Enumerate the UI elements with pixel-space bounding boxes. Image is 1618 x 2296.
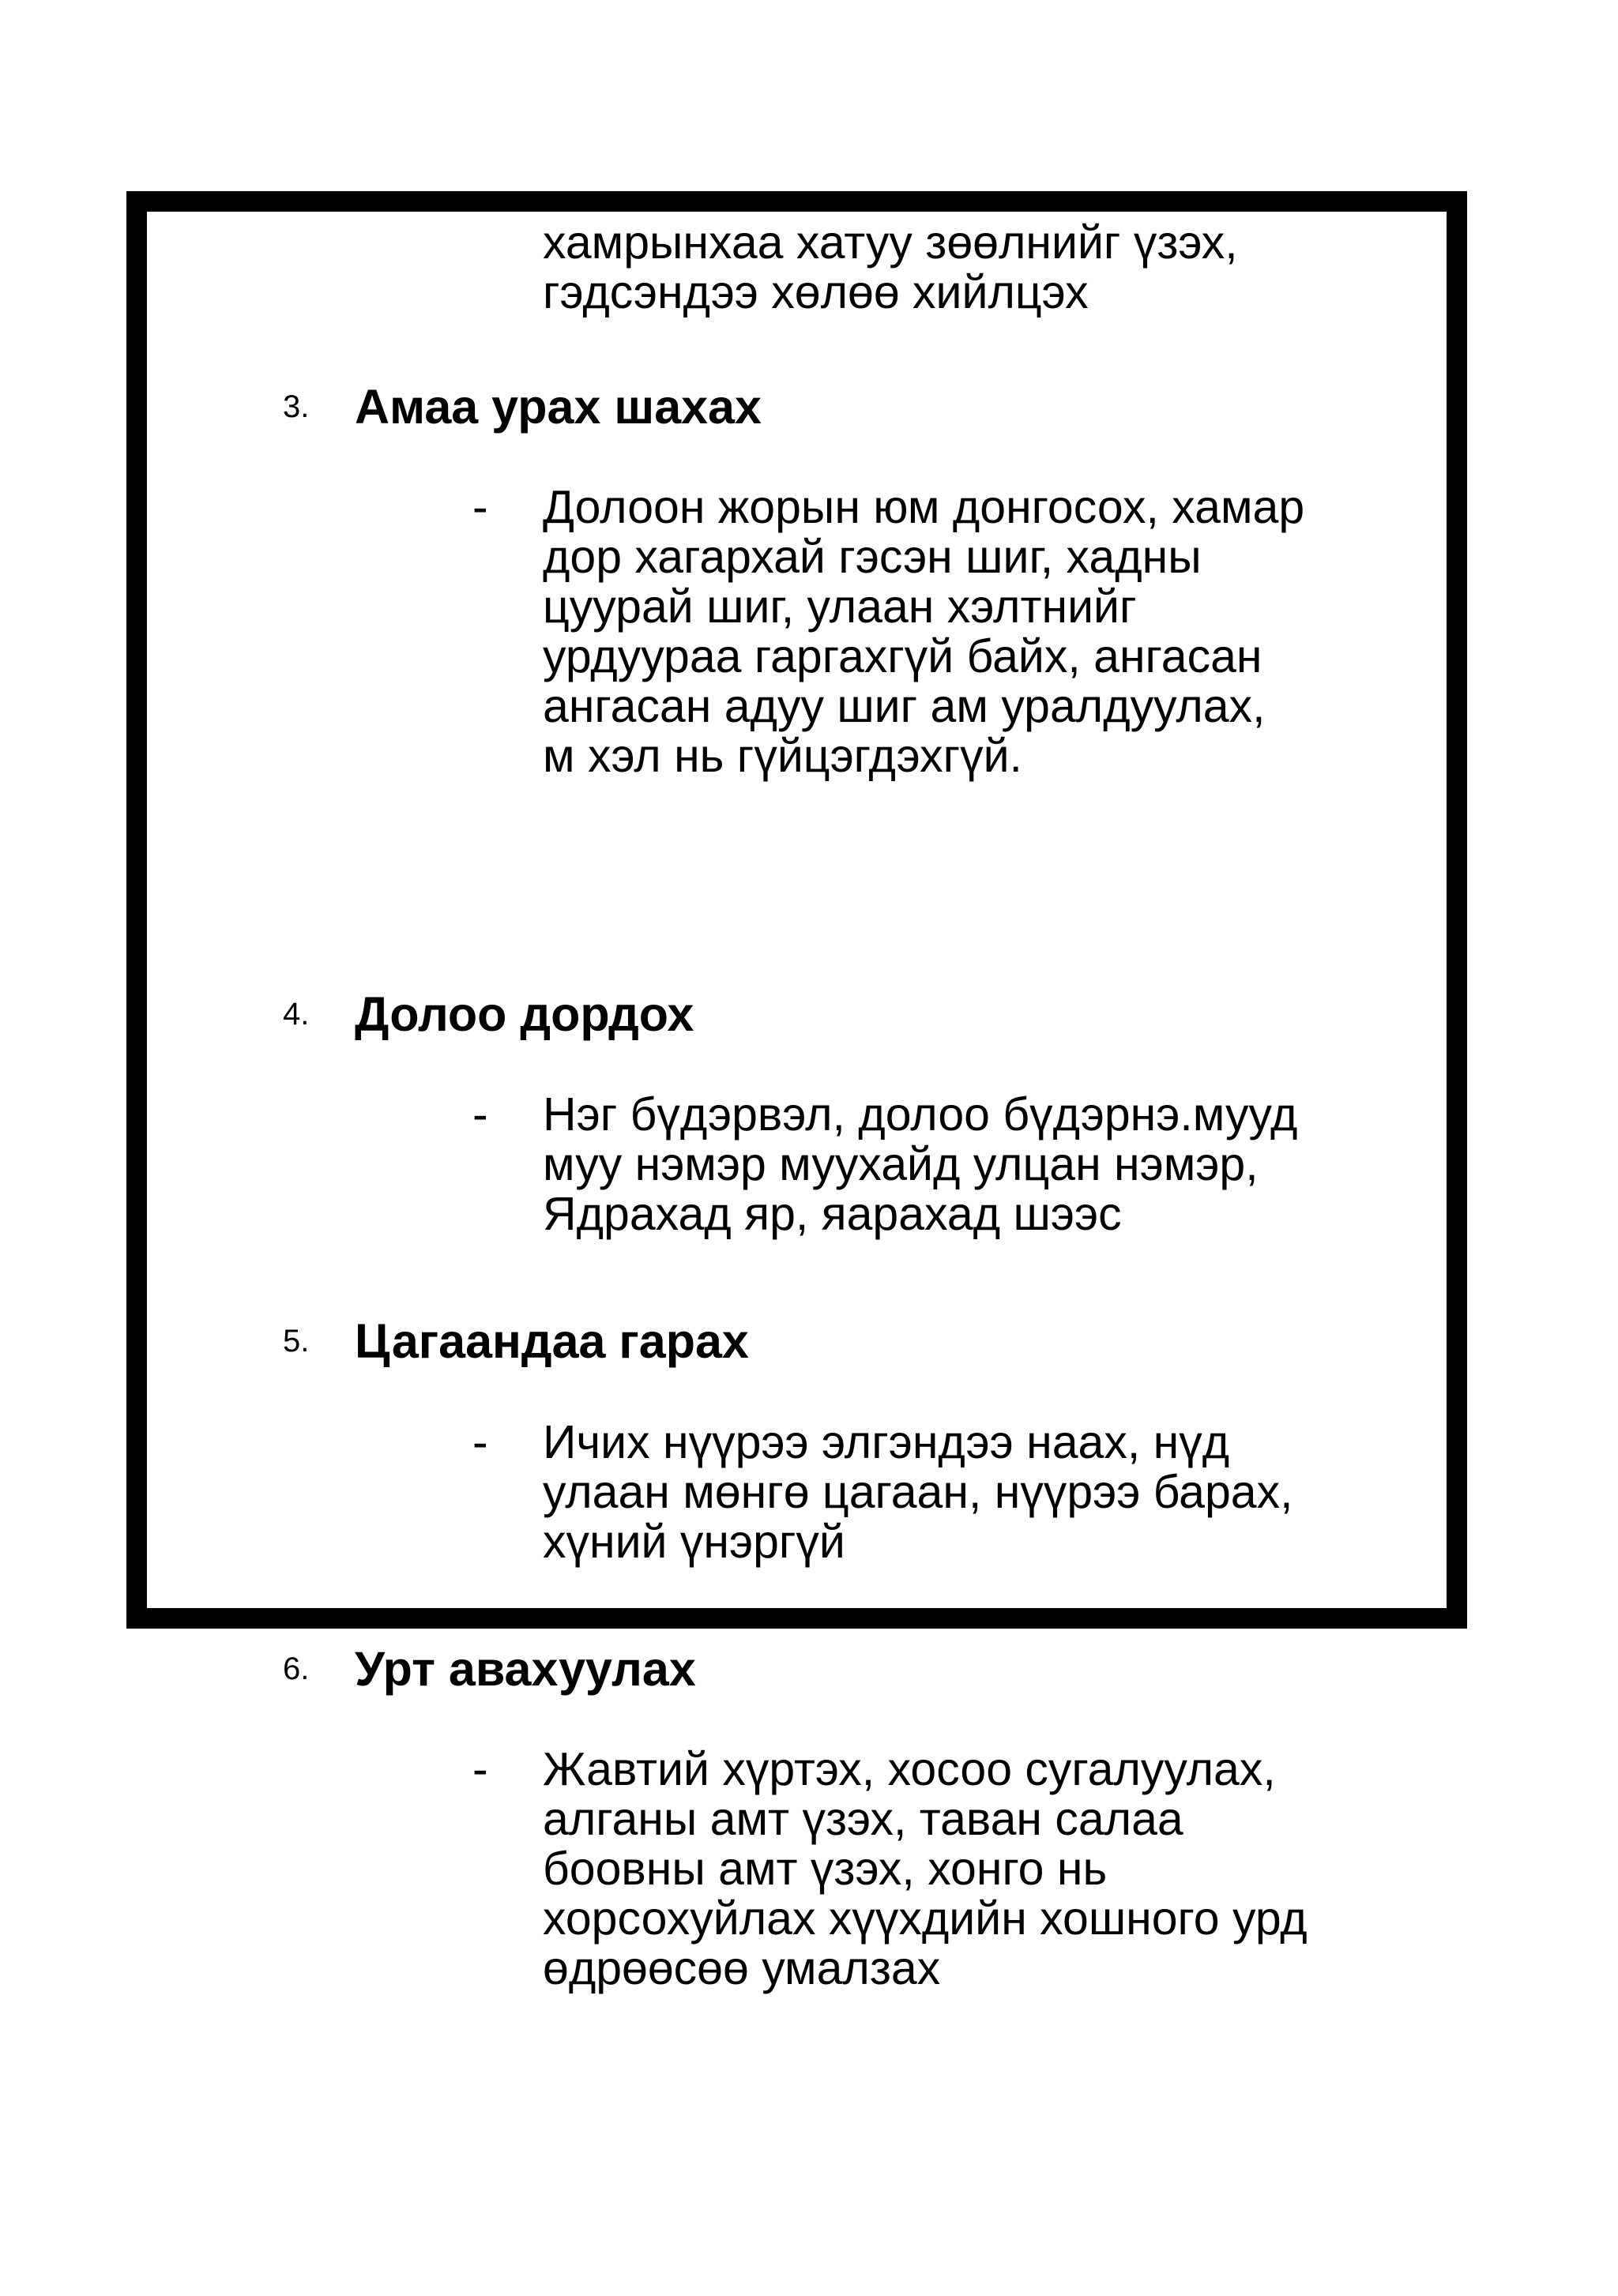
bullet-dash: - [472,1088,488,1140]
item-heading: Амаа урах шахах [355,380,762,434]
item-heading: Долоо дордох [355,987,694,1041]
bullet-dash: - [472,1416,488,1468]
item-body-text: Ичих нүүрээ элгэндээ наах, нүд улаан мөнгө цагаан, нүүрээ барах, хүний үнэргүй [543,1416,1293,1568]
bullet-dash: - [472,1743,488,1795]
item-number: 6. [283,1652,310,1686]
item-body-text: Долоон жорын юм донгосох, хамар дор хагархай гэсэн шиг, хадны цуурай шиг, улаан хэлтнийг урдуураа гаргахгүй байх, ангасан ангасан адуу шиг ам уралдуулах, м хэл нь гүйцэгдэхгүй. [543,481,1305,782]
continuation-text: хамрынхаа хатуу зөөлнийг үзэх, гэдсэндээ хөлөө хийлцэх [543,216,1238,318]
item-number: 5. [283,1324,310,1358]
item-body-text: Нэг бүдэрвэл, долоо бүдэрнэ.мууд муу нэмэр муухайд улцан нэмэр, Ядрахад яр, яарахад шээс [543,1088,1298,1240]
item-heading: Урт авахуулах [355,1642,696,1696]
bullet-dash: - [472,481,488,533]
item-body-text: Жавтий хүртэх, хосоо сугалуулах, алганы амт үзэх, таван салаа боовны амт үзэх, хонго нь хорсохуйлах хүүхдийн хошного урд өдрөөсөө умалзах [543,1743,1308,1994]
item-number: 4. [283,997,310,1032]
item-number: 3. [283,389,310,424]
item-heading: Цагаандаа гарах [355,1314,749,1368]
page-border-frame [126,191,1467,1629]
